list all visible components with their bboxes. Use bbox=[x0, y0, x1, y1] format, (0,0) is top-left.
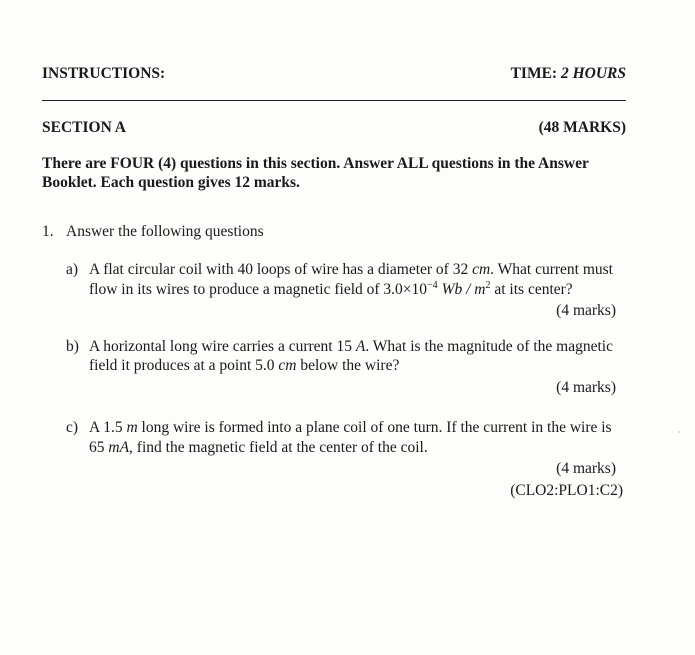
part-c-line1: A 1.5 m long wire is formed into a plane coil of one turn. If the current in the wire is bbox=[89, 419, 612, 436]
part-a-line1: A flat circular coil with 40 loops of wire has a diameter of 32 cm. What current must bbox=[89, 261, 613, 278]
part-a-label: a) bbox=[66, 261, 79, 278]
scan-speck bbox=[678, 431, 680, 433]
header-divider bbox=[42, 100, 626, 101]
part-b-label: b) bbox=[66, 338, 79, 355]
part-a-marks: (4 marks) bbox=[556, 302, 616, 319]
part-b-marks: (4 marks) bbox=[556, 379, 616, 396]
part-c-clo: (CLO2:PLO1:C2) bbox=[510, 482, 623, 499]
time-limit bbox=[511, 65, 626, 83]
part-c-label: c) bbox=[66, 419, 79, 436]
part-a-line2: flow in its wires to produce a magnetic field of $3.0\times 10^{-4}$ Wb / $m^2$ at its center? bbox=[89, 279, 573, 298]
instructions-label: INSTRUCTIONS: bbox=[42, 65, 166, 82]
part-c-line2: 65 mA, find the magnetic field at the center of the coil. bbox=[89, 439, 428, 456]
question-1-text: Answer the following questions bbox=[66, 223, 264, 240]
section-intro-line2: Booklet. Each question gives 12 marks. bbox=[42, 174, 300, 191]
section-title: SECTION A bbox=[42, 119, 126, 136]
section-marks: (48 MARKS) bbox=[538, 119, 626, 136]
time-value: 2 HOURS bbox=[560, 65, 626, 82]
time-label: TIME: bbox=[510, 65, 558, 82]
part-b-line2: field it produces at a point 5.0 cm below the wire? bbox=[89, 357, 400, 374]
part-b-line1: A horizontal long wire carries a current 15 A. What is the magnitude of the magnetic bbox=[89, 338, 613, 355]
question-1-number: 1. bbox=[42, 223, 54, 240]
section-intro-line1: There are FOUR (4) questions in this section. Answer ALL questions in the Answer bbox=[42, 155, 589, 172]
part-c-marks: (4 marks) bbox=[556, 460, 616, 477]
